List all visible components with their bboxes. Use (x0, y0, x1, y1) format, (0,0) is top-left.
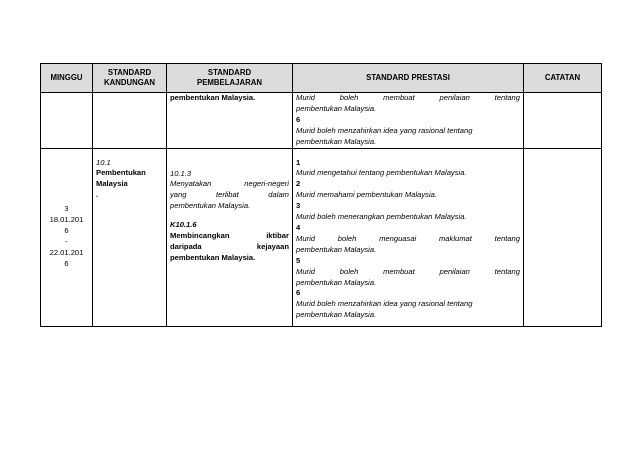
row2-kandungan (93, 148, 167, 326)
row2-prestasi-line-2: 2 (296, 179, 301, 189)
sp-line2: yang terlibat dalam (170, 190, 289, 200)
row1-prestasi-line-1: pembentukan Malaysia. (296, 103, 377, 113)
k-line3: pembentukan Malaysia. (170, 252, 256, 262)
row2-prestasi-line-12: 6 (296, 288, 301, 298)
header-standard-kandungan (93, 64, 167, 93)
minggu-line-0: 3 (64, 204, 69, 214)
kandungan-title-line2: Malaysia (96, 179, 128, 189)
row1-prestasi-line-2: 6 (296, 114, 301, 124)
table-row (41, 93, 602, 149)
lesson-plan-table (40, 63, 602, 327)
header-kandungan-line1: STANDARD (107, 68, 152, 77)
row1-prestasi-line-3: Murid boleh menzahirkan idea yang rasional tentang (296, 125, 473, 135)
row2-prestasi-line-9: 5 (296, 255, 301, 265)
row1-prestasi-line-4: pembentukan Malaysia. (296, 136, 377, 146)
sp-gap (170, 212, 289, 220)
k-line2: daripada kejayaan (170, 241, 289, 251)
row2-prestasi (293, 148, 524, 326)
header-standard-pembelajaran (167, 64, 293, 93)
row2-prestasi-line-6: 4 (296, 222, 301, 232)
row2-prestasi-line-4: 3 (296, 201, 301, 211)
row1-kandungan (93, 93, 167, 149)
row2-prestasi-line-11: pembentukan Malaysia. (296, 277, 377, 287)
row2-prestasi-line-8: pembentukan Malaysia. (296, 244, 377, 254)
row1-prestasi-line-0: Murid boleh membuat penilaian tentang (296, 93, 520, 102)
row1-prestasi (293, 93, 524, 149)
header-standard-prestasi: STANDARD PRESTASI (293, 64, 524, 93)
minggu-line-4: 22.01.201 (49, 247, 84, 257)
row2-prestasi-line-7: Murid boleh menguasai maklumat tentang (296, 233, 520, 243)
row2-catatan (524, 148, 602, 326)
row1-catatan (524, 93, 602, 149)
kandungan-code: 10.1 (96, 157, 111, 167)
k-code: K10.1.6 (170, 220, 197, 230)
header-pembelajaran-line2: PEMBELAJARAN (197, 78, 262, 87)
minggu-line-2: 6 (64, 226, 69, 236)
row2-prestasi-line-13: Murid boleh menzahirkan idea yang rasional tentang (296, 299, 473, 309)
table-row (41, 148, 602, 326)
header-row (41, 64, 602, 93)
row2-minggu (41, 148, 93, 326)
kandungan-dot: . (96, 190, 99, 200)
row2-prestasi-line-5: Murid boleh menerangkan pembentukan Malaysia. (296, 212, 467, 222)
row2-prestasi-line-3: Murid memahami pembentukan Malaysia. (296, 190, 437, 200)
minggu-line-5: 6 (64, 258, 69, 268)
k-line1: Membincangkan iktibar (170, 231, 289, 241)
row1-pembelajaran-text: pembentukan Malaysia. (170, 93, 256, 102)
header-minggu: MINGGU (41, 64, 93, 93)
row2-prestasi-line-1: Murid mengetahui tentang pembentukan Malaysia. (296, 168, 467, 178)
sp-line1: Menyatakan negeri-negeri (170, 179, 289, 189)
header-kandungan-line2: KANDUNGAN (103, 78, 156, 87)
header-catatan: CATATAN (524, 64, 602, 93)
row2-prestasi-line-14: pembentukan Malaysia. (296, 310, 377, 320)
header-pembelajaran-line1: STANDARD (207, 68, 252, 77)
row2-pembelajaran (167, 148, 293, 326)
row1-minggu (41, 93, 93, 149)
row2-prestasi-line-0: 1 (296, 157, 301, 167)
minggu-line-3: - (65, 237, 68, 247)
sp-line3: pembentukan Malaysia. (170, 201, 251, 211)
sp-code: 10.1.3 (170, 168, 192, 178)
row2-prestasi-line-10: Murid boleh membuat penilaian tentang (296, 266, 520, 276)
row1-pembelajaran (167, 93, 293, 149)
kandungan-title-line1: Pembentukan (96, 168, 146, 178)
minggu-line-1: 18.01.201 (49, 215, 84, 225)
